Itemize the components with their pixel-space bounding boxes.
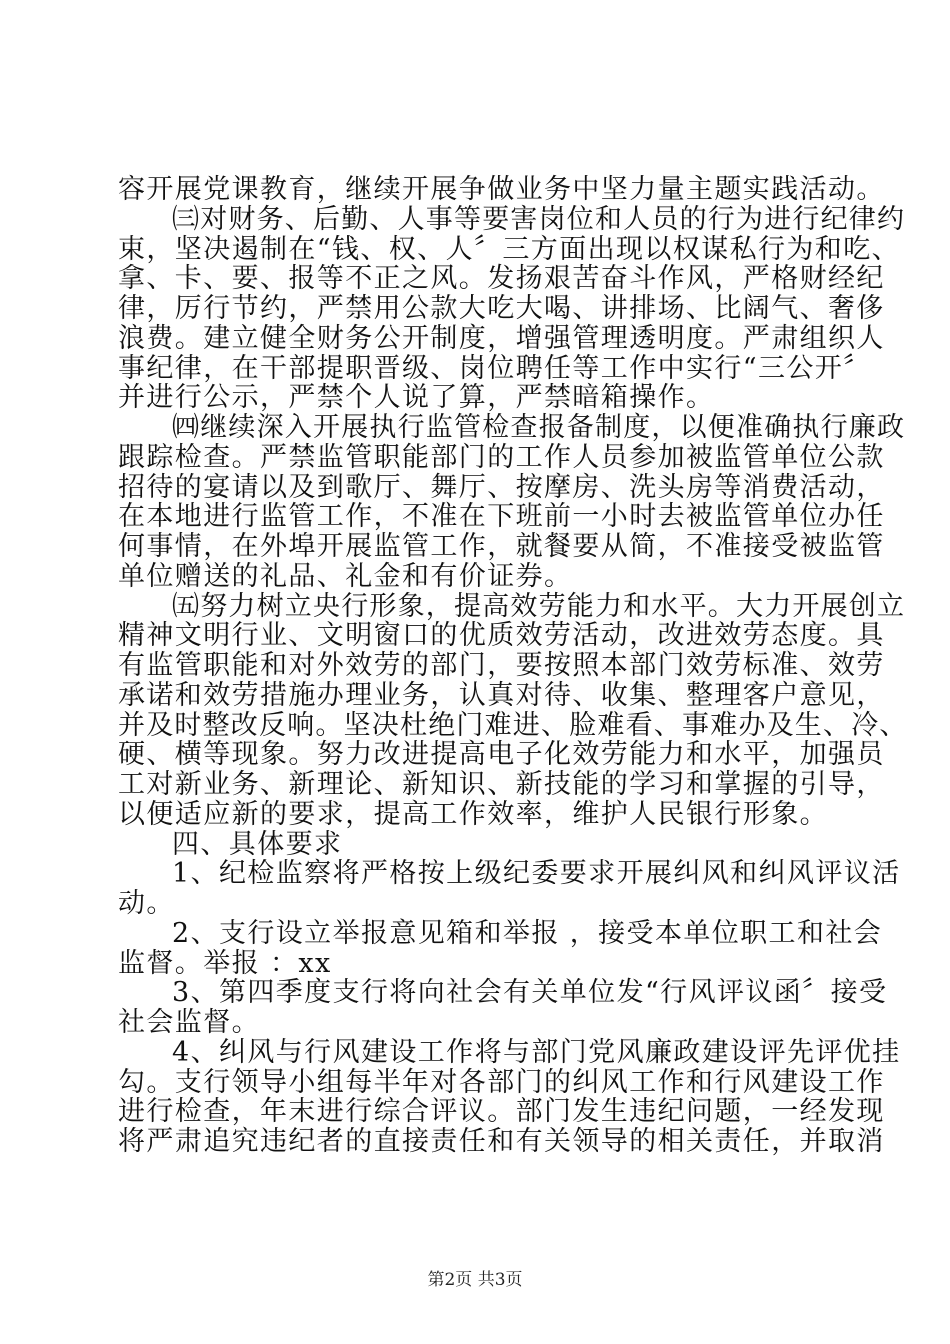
text-line: 硬、横等现象。努力改进提高电子化效劳能力和水平，加强员 — [118, 739, 885, 770]
text-line: 勾。支行领导小组每半年对各部门的纠风工作和行风建设工作 — [118, 1067, 885, 1098]
text-line: 何事情，在外埠开展监管工作，就餐要从简，不准接受被监管 — [118, 531, 885, 562]
text-line: 进行检查，年末进行综合评议。部门发生违纪问题，一经发现 — [118, 1096, 885, 1127]
text-line: 监督。举报 ：xx — [118, 948, 332, 979]
text-line: 并及时整改反响。坚决杜绝门难进、脸难看、事难办及生、冷、 — [118, 710, 908, 741]
text-line: 社会监督。 — [118, 1007, 260, 1038]
text-line: 4、纠风与行风建设工作将与部门党风廉政建设评先评优挂 — [172, 1037, 901, 1068]
text-line: 跟踪检查。严禁监管职能部门的工作人员参加被监管单位公款 — [118, 442, 885, 473]
text-line: 招待的宴请以及到歌厅、舞厅、按摩房、洗头房等消费活动， — [118, 472, 885, 503]
text-line: 在本地进行监管工作，不准在下班前一小时去被监管单位办任 — [118, 501, 885, 532]
text-line: 3、第四季度支行将向社会有关单位发“行风评议函〞接受 — [172, 977, 888, 1008]
section-heading: 四、具体要求 — [172, 829, 343, 860]
text-line: 单位赠送的礼品、礼金和有价证券。 — [118, 561, 573, 592]
text-line: 动。 — [118, 888, 175, 919]
text-line: 1、纪检监察将严格按上级纪委要求开展纠风和纠风评议活 — [172, 858, 901, 889]
text-line: 并进行公示，严禁个人说了算，严禁暗箱操作。 — [118, 382, 715, 413]
text-line: 将严肃追究违纪者的直接责任和有关领导的相关责任，并取消 — [118, 1126, 885, 1157]
text-line: 容开展党课教育，继续开展争做业务中坚力量主题实践活动。 — [118, 174, 885, 205]
text-line: ㈤努力树立央行形象，提高效劳能力和水平。大力开展创立 — [172, 591, 906, 622]
text-line: 承诺和效劳措施办理业务，认真对待、收集、整理客户意见， — [118, 680, 885, 711]
text-line: 事纪律，在干部提职晋级、岗位聘任等工作中实行“三公开〞 — [118, 353, 872, 384]
text-line: 浪费。建立健全财务公开制度，增强管理透明度。严肃组织人 — [118, 323, 885, 354]
text-line: ㈢对财务、后勤、人事等要害岗位和人员的行为进行纪律约 — [172, 204, 906, 235]
text-line: 精神文明行业、文明窗口的优质效劳活动，改进效劳态度。具 — [118, 620, 885, 651]
text-line: 律，厉行节约，严禁用公款大吃大喝、讲排场、比阔气、奢侈 — [118, 293, 885, 324]
text-line: 以便适应新的要求，提高工作效率，维护人民银行形象。 — [118, 799, 828, 830]
text-line: 束，坚决遏制在“钱、权、人〞三方面出现以权谋私行为和吃、 — [118, 234, 901, 265]
page-footer: 第2页 共3页 — [427, 1270, 523, 1290]
text-line: 2、支行设立举报意见箱和举报 ，接受本单位职工和社会 — [172, 918, 883, 949]
text-line: 拿、卡、要、报等不正之风。发扬艰苦奋斗作风，严格财经纪 — [118, 263, 885, 294]
text-line: ㈣继续深入开展执行监管检查报备制度，以便准确执行廉政 — [172, 412, 906, 443]
text-line: 有监管职能和对外效劳的部门，要按照本部门效劳标准、效劳 — [118, 650, 885, 681]
text-line: 工对新业务、新理论、新知识、新技能的学习和掌握的引导， — [118, 769, 885, 800]
